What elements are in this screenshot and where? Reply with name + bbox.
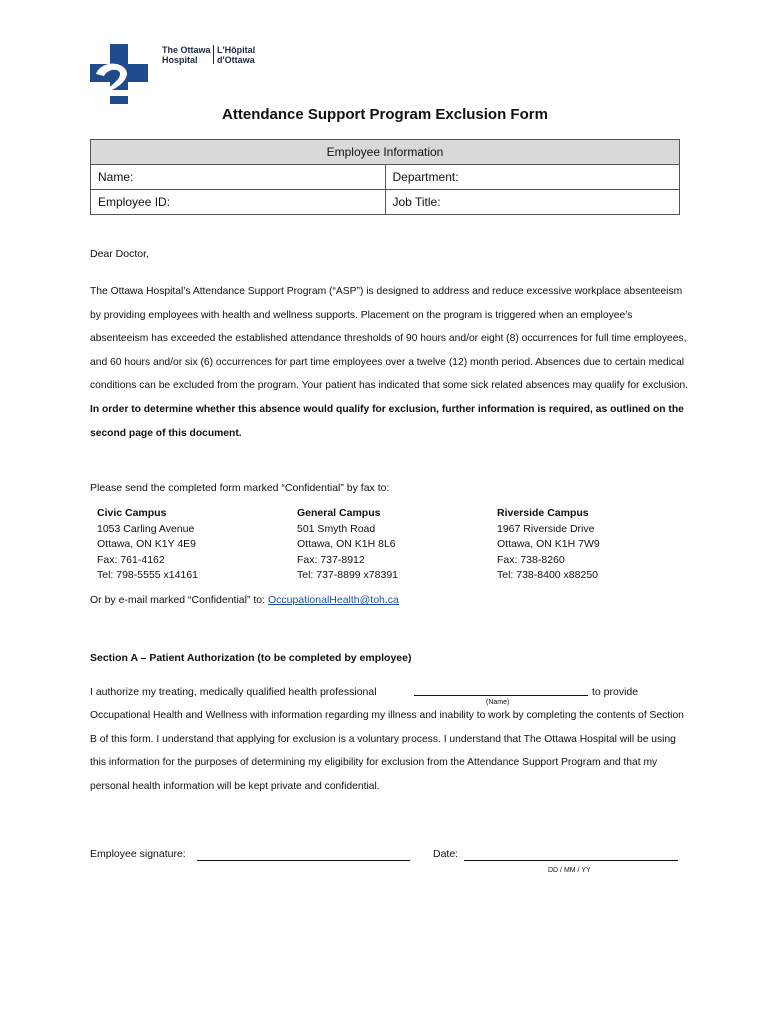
name-caption: (Name) (486, 699, 510, 706)
campus-name: Civic Campus (97, 507, 167, 519)
hospital-logo-icon (90, 44, 148, 104)
campus-address: 501 Smyth Road (297, 522, 376, 535)
authorize-line-end: to provide (592, 686, 639, 698)
campus-civic (97, 506, 198, 584)
paragraph-text: The Ottawa Hospital’s Attendance Support Program (“ASP”) is designed to address and reduce excessive workplace absenteeism by providing employees with health and wellness supports. Placement on the program is triggered when an employee’s absenteeism has exceeded the established attendance thresholds of 90 hours and/or eight (8) occurrences for full time employees, and 60 hours and/or six (6) occurrences for part time employees over a twelve (12) month period. Absences due to certain medical conditions can be excluded from the program. Your patient has indicated that some sick related absences may qualify for exclusion. (90, 286, 689, 392)
campus-riverside (497, 506, 600, 584)
employee-id-field[interactable]: Employee ID: (91, 190, 386, 215)
date-line[interactable] (464, 860, 678, 861)
campus-tel: Tel: 737-8899 x78391 (297, 569, 398, 582)
department-field[interactable]: Department: (385, 165, 680, 190)
signature-label: Employee signature: (90, 848, 186, 860)
authorization-paragraph: Occupational Health and Wellness with information regarding my illness and inability to work by completing the contents of Section B of this form. I understand that applying for exclusion is a voluntary process. I understand that The Ottawa Hospital will be using this information for the purposes of determining my eligibility for exclusion from the Attendance Support Program and that my personal health information will be kept private and confidential. (90, 710, 684, 792)
section-a-heading: Section A – Patient Authorization (to be completed by employee) (90, 652, 412, 664)
professional-name-line[interactable] (414, 695, 588, 696)
logo-text-fr: L'Hôpital d'Ottawa (217, 45, 256, 65)
name-field[interactable]: Name: (91, 165, 386, 190)
paragraph-bold-text: In order to determine whether this absence would qualify for exclusion, further information is required, as outlined on the second page of this document. (90, 403, 684, 439)
salutation: Dear Doctor, (90, 248, 149, 260)
job-title-field[interactable]: Job Title: (385, 190, 680, 215)
email-line (90, 588, 399, 612)
date-format-caption: DD / MM / YY (548, 867, 591, 874)
campus-tel: Tel: 798-5555 x14161 (97, 569, 198, 582)
date-label: Date: (433, 848, 459, 860)
email-link[interactable]: OccupationalHealth@toh.ca (267, 594, 399, 606)
campus-fax: Fax: 737-8912 (297, 553, 365, 566)
campus-address: 1053 Carling Avenue (97, 522, 195, 535)
employee-info-heading: Employee Information (91, 140, 680, 165)
campus-city: Ottawa, ON K1H 7W9 (497, 538, 600, 551)
campus-general (297, 506, 398, 584)
logo-divider (213, 45, 214, 64)
campus-name: Riverside Campus (497, 507, 589, 519)
letter-paragraph (90, 280, 690, 445)
signature-line[interactable] (197, 860, 410, 861)
employee-info-table (90, 139, 680, 215)
campus-city: Ottawa, ON K1H 8L6 (297, 538, 396, 551)
email-intro: Or by e-mail marked “Confidential” to: (90, 594, 268, 606)
campus-fax: Fax: 738-8260 (497, 553, 565, 566)
fax-intro: Please send the completed form marked “Confidential” by fax to: (90, 482, 390, 494)
campus-tel: Tel: 738-8400 x88250 (497, 569, 598, 582)
campus-address: 1967 Riverside Drive (497, 522, 595, 535)
form-title: Attendance Support Program Exclusion Form (222, 106, 548, 123)
campus-name: General Campus (297, 507, 381, 519)
logo-text-en: The Ottawa Hospital (162, 45, 211, 65)
campus-fax: Fax: 761-4162 (97, 553, 165, 566)
campus-city: Ottawa, ON K1Y 4E9 (97, 538, 197, 551)
authorize-line-start: I authorize my treating, medically qualified health professional (90, 686, 377, 698)
